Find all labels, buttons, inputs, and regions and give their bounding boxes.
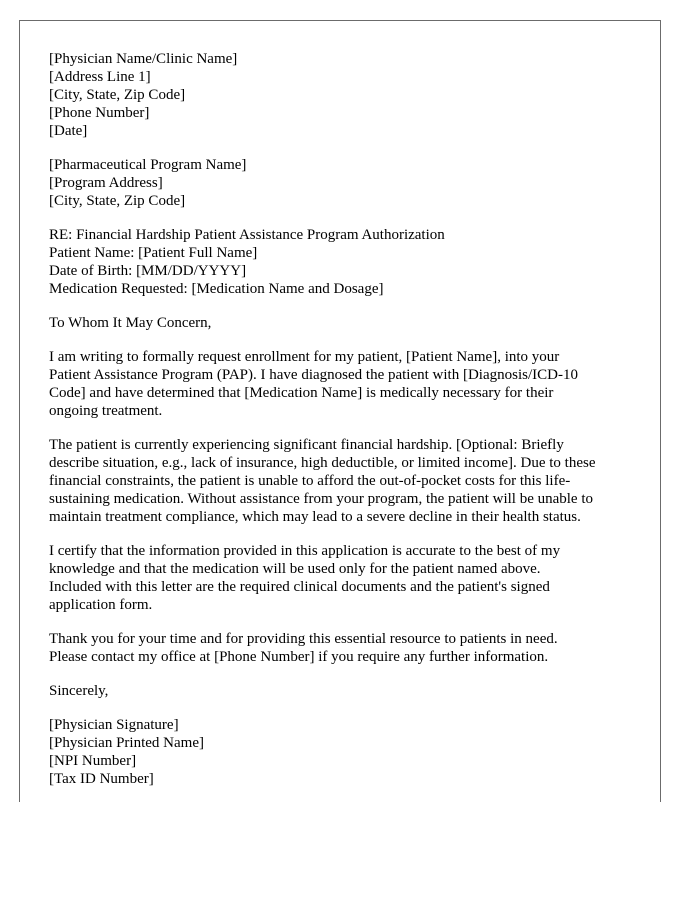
paragraph-line: Patient Assistance Program (PAP). I have diagnosed the patient with [Diagnosis/ICD-10 [49,367,578,383]
recipient-block [49,156,641,210]
salutation-text: To Whom It May Concern, [49,315,212,331]
sender-block [49,50,641,140]
paragraph-hardship [49,436,641,526]
paragraph-line: Thank you for your time and for providing this essential resource to patients in need. [49,631,558,647]
closing [49,682,641,700]
letter-date: [Date] [49,123,88,139]
paragraph-line: Included with this letter are the required clinical documents and the patient's signed [49,579,550,595]
npi-number: [NPI Number] [49,753,137,769]
sender-name: [Physician Name/Clinic Name] [49,51,238,67]
letter-page [19,20,661,802]
paragraph-line: financial constraints, the patient is unable to afford the out-of-pocket costs for this life- [49,473,571,489]
paragraph-certification [49,542,641,614]
reference-block [49,226,641,298]
paragraph-line: maintain treatment compliance, which may lead to a severe decline in their health status. [49,509,581,525]
recipient-program: [Pharmaceutical Program Name] [49,157,247,173]
paragraph-request [49,348,641,420]
paragraph-thanks [49,630,641,666]
patient-name-line: Patient Name: [Patient Full Name] [49,245,258,261]
paragraph-line: ongoing treatment. [49,403,163,419]
paragraph-line: Please contact my office at [Phone Number] if you require any further information. [49,649,549,665]
closing-text: Sincerely, [49,683,109,699]
subject-line: RE: Financial Hardship Patient Assistance Program Authorization [49,227,445,243]
paragraph-line: describe situation, e.g., lack of insurance, high deductible, or limited income]. Due to these [49,455,596,471]
paragraph-line: I am writing to formally request enrollment for my patient, [Patient Name], into your [49,349,560,365]
paragraph-line: Code] and have determined that [Medication Name] is medically necessary for their [49,385,554,401]
recipient-address: [Program Address] [49,175,163,191]
recipient-city: [City, State, Zip Code] [49,193,186,209]
paragraph-line: sustaining medication. Without assistance from your program, the patient will be unable to [49,491,593,507]
physician-signature: [Physician Signature] [49,717,179,733]
paragraph-line: The patient is currently experiencing significant financial hardship. [Optional: Briefly [49,437,564,453]
paragraph-line: knowledge and that the medication will be used only for the patient named above. [49,561,541,577]
salutation [49,314,641,332]
physician-printed-name: [Physician Printed Name] [49,735,204,751]
letter-body [49,50,641,804]
sender-address: [Address Line 1] [49,69,151,85]
paragraph-line: I certify that the information provided in this application is accurate to the best of my [49,543,561,559]
tax-id-number: [Tax ID Number] [49,771,154,787]
sender-phone: [Phone Number] [49,105,150,121]
medication-line: Medication Requested: [Medication Name and Dosage] [49,281,384,297]
signature-block [49,716,641,788]
paragraph-line: application form. [49,597,153,613]
dob-line: Date of Birth: [MM/DD/YYYY] [49,263,247,279]
sender-city: [City, State, Zip Code] [49,87,186,103]
